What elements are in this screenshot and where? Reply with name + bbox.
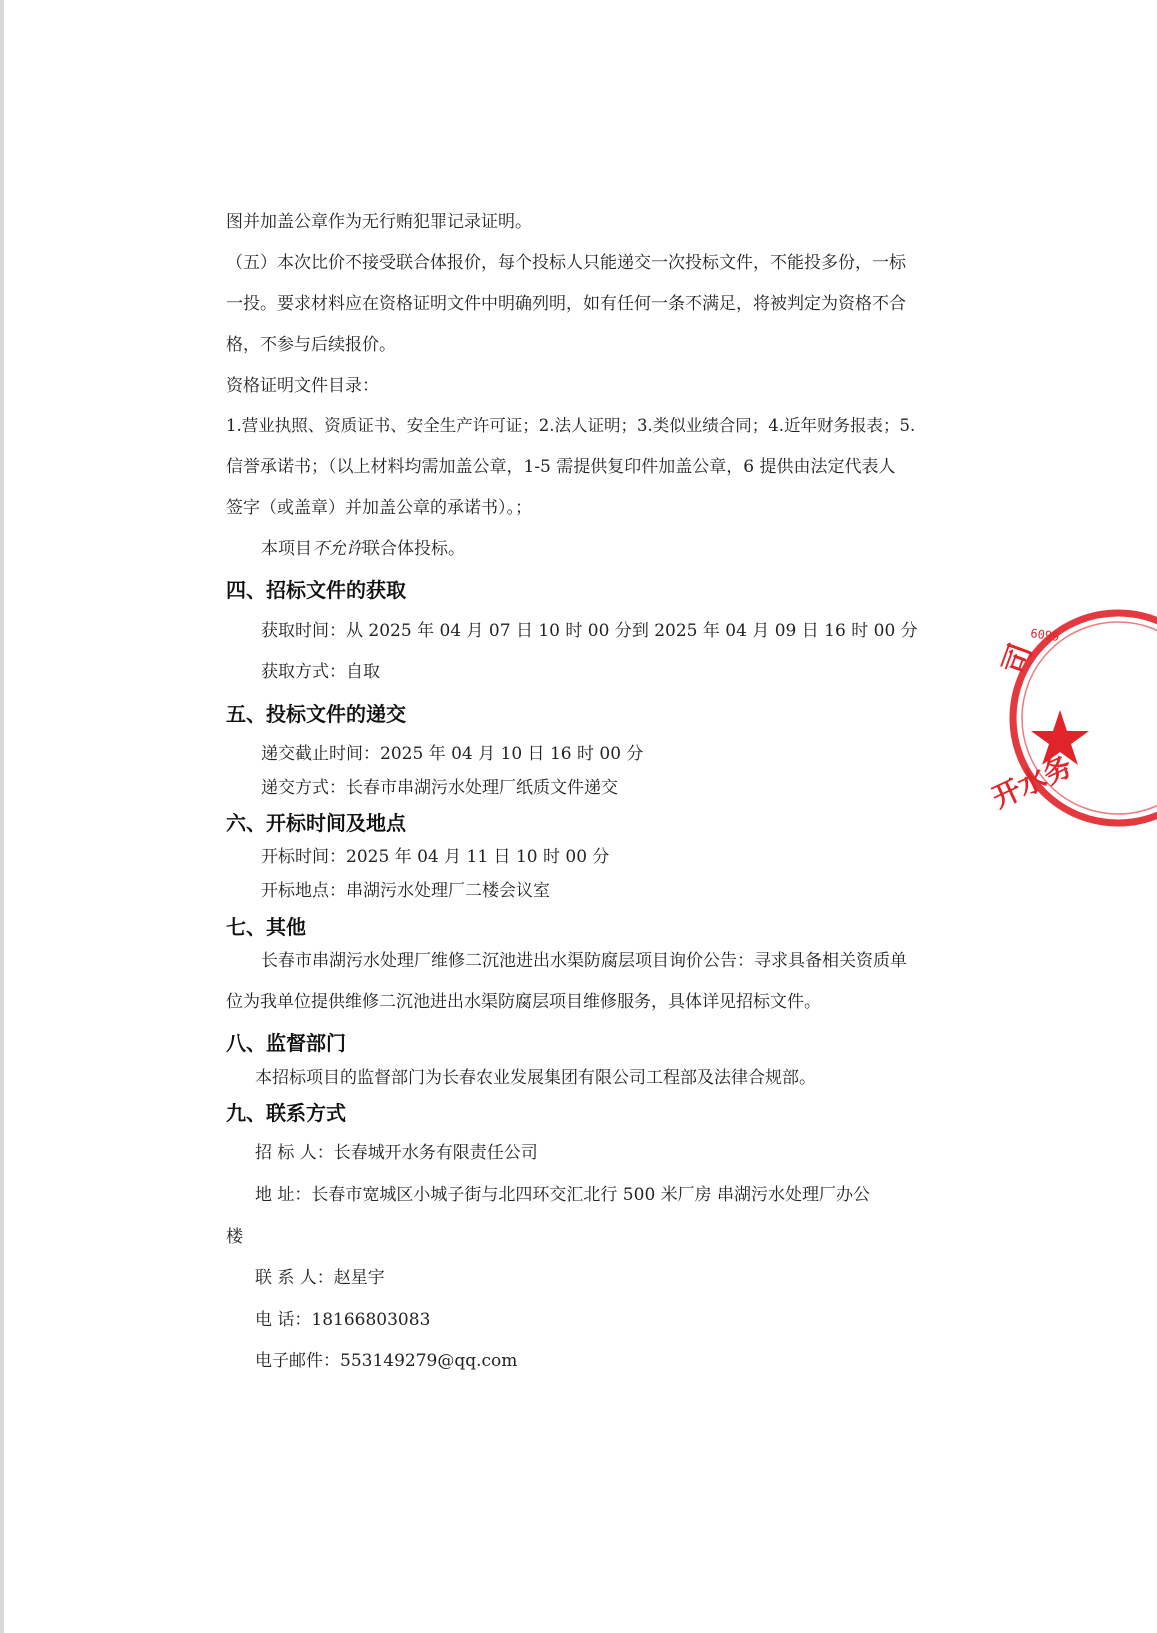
text-line: 位为我单位提供维修二沉池进出水渠防腐层项目维修服务，具体详见招标文件。	[226, 992, 821, 1012]
seal-number: 6099	[1029, 626, 1061, 644]
seal-chars: 开水务	[987, 749, 1078, 815]
text-fragment: 联合体投标。	[363, 539, 465, 559]
text-line: 开标时间：2025 年 04 月 11 日 10 时 00 分	[261, 847, 610, 867]
text-line: 资格证明文件目录：	[226, 376, 379, 396]
contact-address-cont: 楼	[226, 1227, 243, 1247]
emphasis-text: 不允许	[312, 539, 363, 559]
page-edge	[0, 0, 4, 1633]
contact-email: 电子邮件：553149279@qq.com	[255, 1351, 518, 1371]
text-line: 一投。要求材料应在资格证明文件中明确列明，如有任何一条不满足，将被判定为资格不合	[226, 294, 906, 314]
text-line: 递交截止时间：2025 年 04 月 10 日 16 时 00 分	[261, 744, 644, 764]
text-line: 1.营业执照、资质证书、安全生产许可证；2.法人证明；3.类似业绩合同；4.近年财务报表；5.	[226, 416, 916, 435]
text-line: 本招标项目的监督部门为长春农业发展集团有限公司工程部及法律合规部。	[255, 1068, 816, 1088]
section-heading: 六、开标时间及地点	[226, 811, 406, 835]
section-heading: 九、联系方式	[226, 1101, 346, 1125]
seal-char: 司	[996, 639, 1040, 680]
contact-person: 联 系 人：赵星宇	[255, 1268, 385, 1288]
section-heading: 七、其他	[226, 915, 306, 939]
text-line: 格，不参与后续报价。	[226, 335, 396, 355]
text-line: （五）本次比价不接受联合体报价，每个投标人只能递交一次投标文件，不能投多份，一标	[226, 253, 906, 273]
text-line: 递交方式：长春市串湖污水处理厂纸质文件递交	[261, 778, 618, 798]
text-line: 获取时间：从 2025 年 04 月 07 日 10 时 00 分到 2025 年 04 月 09 日 16 时 00 分	[261, 621, 918, 641]
section-heading: 八、监督部门	[226, 1031, 346, 1055]
text-fragment: 本项目	[261, 539, 312, 559]
text-line: 签字（或盖章）并加盖公章的承诺书）。；	[226, 498, 532, 518]
text-line: 图并加盖公章作为无行贿犯罪记录证明。	[226, 212, 532, 232]
text-line: 长春市串湖污水处理厂维修二沉池进出水渠防腐层项目询价公告：寻求具备相关资质单	[261, 951, 907, 971]
official-seal	[987, 610, 1105, 850]
section-heading: 四、招标文件的获取	[226, 578, 406, 602]
seal-icon	[987, 610, 1105, 850]
text-line: 开标地点：串湖污水处理厂二楼会议室	[261, 881, 550, 901]
contact-phone: 电 话：18166803083	[255, 1310, 431, 1330]
section-heading: 五、投标文件的递交	[226, 702, 406, 726]
contact-address: 地 址：长春市宽城区小城子街与北四环交汇北行 500 米厂房 串湖污水处理厂办公	[255, 1185, 871, 1205]
text-line	[261, 538, 977, 560]
text-line: 获取方式：自取	[261, 662, 380, 682]
text-line: 信誉承诺书；（以上材料均需加盖公章，1-5 需提供复印件加盖公章，6 提供由法定代表人	[226, 457, 896, 477]
contact-tenderer: 招 标 人：长春城开水务有限责任公司	[255, 1143, 538, 1163]
